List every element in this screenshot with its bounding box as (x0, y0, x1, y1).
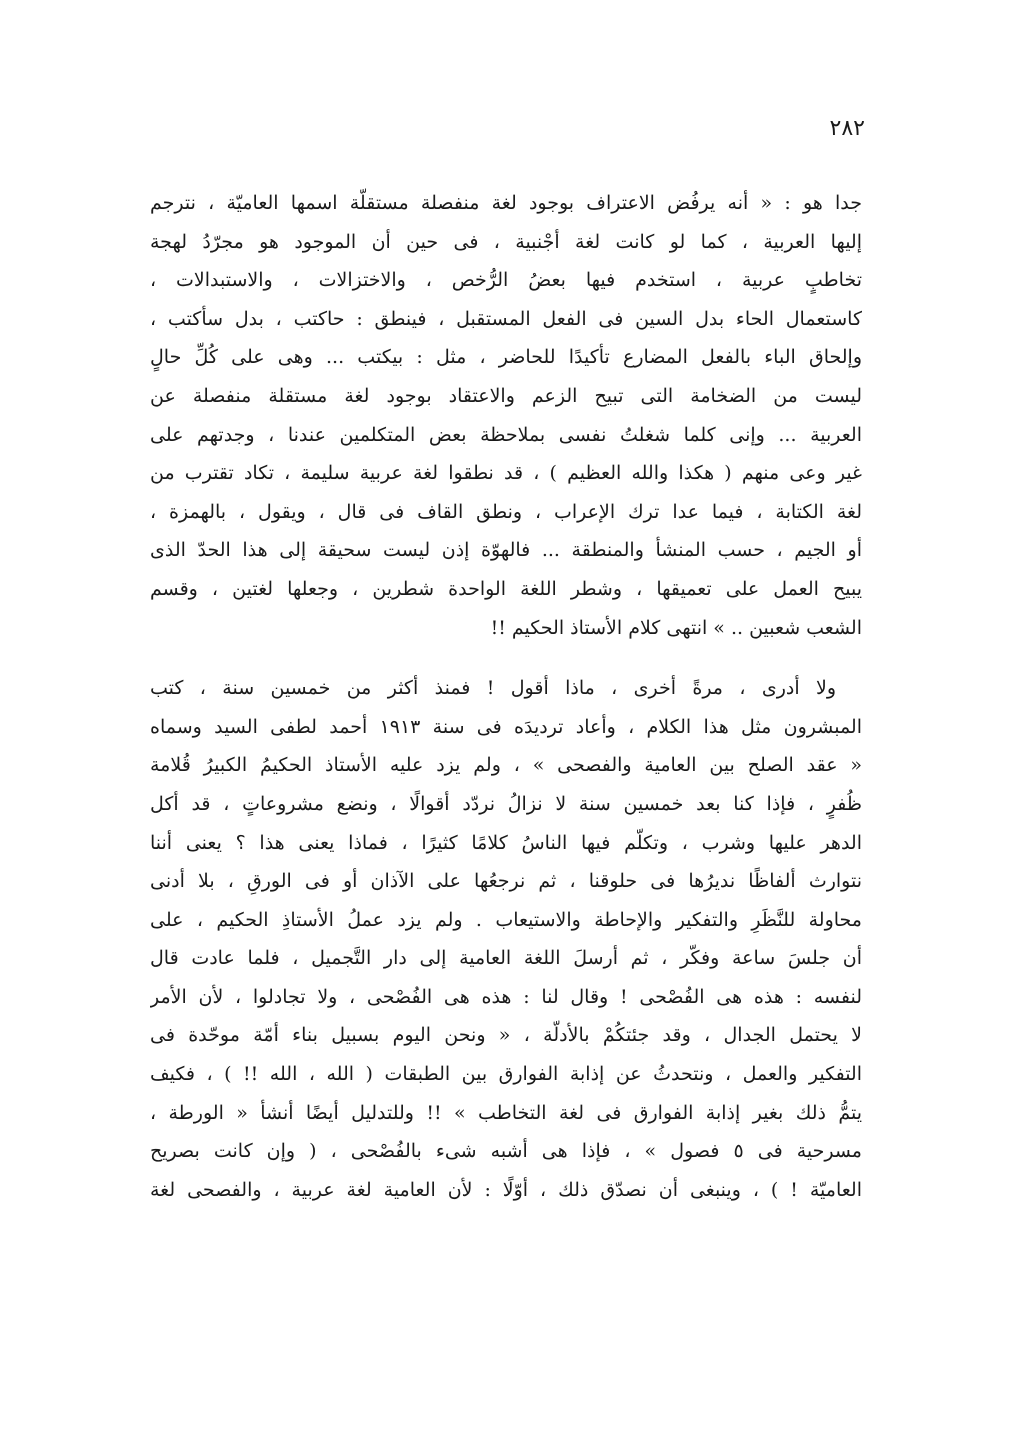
text-line: المبشرون مثل هذا الكلام ، وأعاد ترديدَه فى سنة ١٩١٣ أحمد لطفى السيد وسماه (150, 715, 862, 738)
text-line: يتمُّ ذلك بغير إذابة الفوارق فى لغة التخاطب » !! وللتدليل أيضًا أنشأ « الورطة ، (150, 1101, 862, 1124)
text-line: وإلحاق الباء بالفعل المضارع تأكيدًا للحاضر ، مثل : بيكتب ... وهى على كُلِّ حالٍ (150, 346, 862, 369)
text-line: ظُفرٍ ، فإذا كنا بعد خمسين سنة لا نزالُ نردّد أقوالًا ، ونضع مشروعاتٍ ، قد أكل (150, 792, 862, 815)
page-number: ٢٨٢ (829, 116, 865, 141)
text-line: تخاطبٍ عربية ، استخدم فيها بعضُ الرُّخص ، والاختزالات ، والاستبدالات ، (150, 269, 862, 292)
text-line: نتوارث ألفاظًا نديرُها فى حلوقنا ، ثم نرجعُها على الآذان أو فى الورقِ ، بلا أدنى (150, 870, 862, 893)
text-line: « عقد الصلح بين العامية والفصحى » ، ولم يزد عليه الأستاذ الحكيمُ الكبيرُ قُلامة (150, 754, 862, 777)
text-line: محاولة للنَّظَرِ والتفكير والإحاطة والاستيعاب . ولم يزد عملُ الأستاذِ الحكيم ، على (150, 908, 862, 931)
text-line: الدهر عليها وشرب ، وتكلّم فيها الناسُ كلامًا كثيرًا ، فماذا يعنى هذا ؟ يعنى أننا (150, 831, 862, 854)
body-text (150, 184, 862, 1209)
text-line: أن جلسَ ساعة وفكّر ، ثم أرسلَ اللغة العامية إلى دار التَّجميل ، فلما عادت قال (150, 947, 862, 970)
text-line: لا يحتمل الجدال ، وقد جئتكُمْ بالأدلّة ، « ونحن اليوم بسبيل بناء أمّة موحّدة فى (150, 1024, 862, 1047)
text-line: إليها العربية ، كما لو كانت لغة أجْنبية ، فى حين أن الموجود هو مجرّدُ لهجة (150, 230, 862, 253)
text-line: مسرحية فى ٥ فصول » ، فإذا هى أشبه شىء بالفُصْحى ، ( وإن كانت بصريح (150, 1140, 862, 1163)
text-line: العاميّة ! ) ، وينبغى أن نصدّق ذلك ، أوّلًا : لأن العامية لغة عربية ، والفصحى لغة (150, 1178, 862, 1201)
text-line: ولا أدرى ، مرةً أخرى ، ماذا أقول ! فمنذ أكثر من خمسين سنة ، كتب (150, 677, 836, 700)
text-line: العربية ... وإنى كلما شغلتُ نفسى بملاحظة بعض المتكلمين عندنا ، وجدتهم على (150, 423, 862, 446)
text-line: ليست من الضخامة التى تبيح الزعم والاعتقاد بوجود لغة مستقلة منفصلة عن (150, 384, 862, 407)
text-line: لغة الكتابة ، فيما عدا ترك الإعراب ، ونطق القاف فى قال ، ويقول ، بالهمزة ، (150, 500, 862, 523)
text-line: غير وعى منهم ( هكذا والله العظيم ) ، قد نطقوا لغة عربية سليمة ، تكاد تقترب من (150, 462, 862, 485)
paragraph-gap (150, 647, 862, 669)
text-line: لنفسه : هذه هى الفُصْحى ! وقال لنا : هذه هى الفُصْحى ، ولا تجادلوا ، لأن الأمر (150, 985, 862, 1008)
text-line: أو الجيم ، حسب المنشأ والمنطقة ... فالهوّة إذن ليست سحيقة إلى هذا الحدّ الذى (150, 539, 862, 562)
text-line: كاستعمال الحاء بدل السين فى الفعل المستقبل ، فينطق : حاكتب ، بدل سأكتب ، (150, 307, 862, 330)
text-line: يبيح العمل على تعميقها ، وشطر اللغة الواحدة شطرين ، وجعلها لغتين ، وقسم (150, 577, 862, 600)
text-line: التفكير والعمل ، ونتحدثُ عن إذابة الفوارق بين الطبقات ( الله ، الله !! ) ، فكيف (150, 1063, 862, 1086)
text-line: الشعب شعبين .. » انتهى كلام الأستاذ الحكيم !! (490, 616, 862, 639)
text-line: جدا هو : « أنه يرفُض الاعتراف بوجود لغة منفصلة مستقلّة اسمها العاميّة ، نترجم (150, 192, 862, 214)
